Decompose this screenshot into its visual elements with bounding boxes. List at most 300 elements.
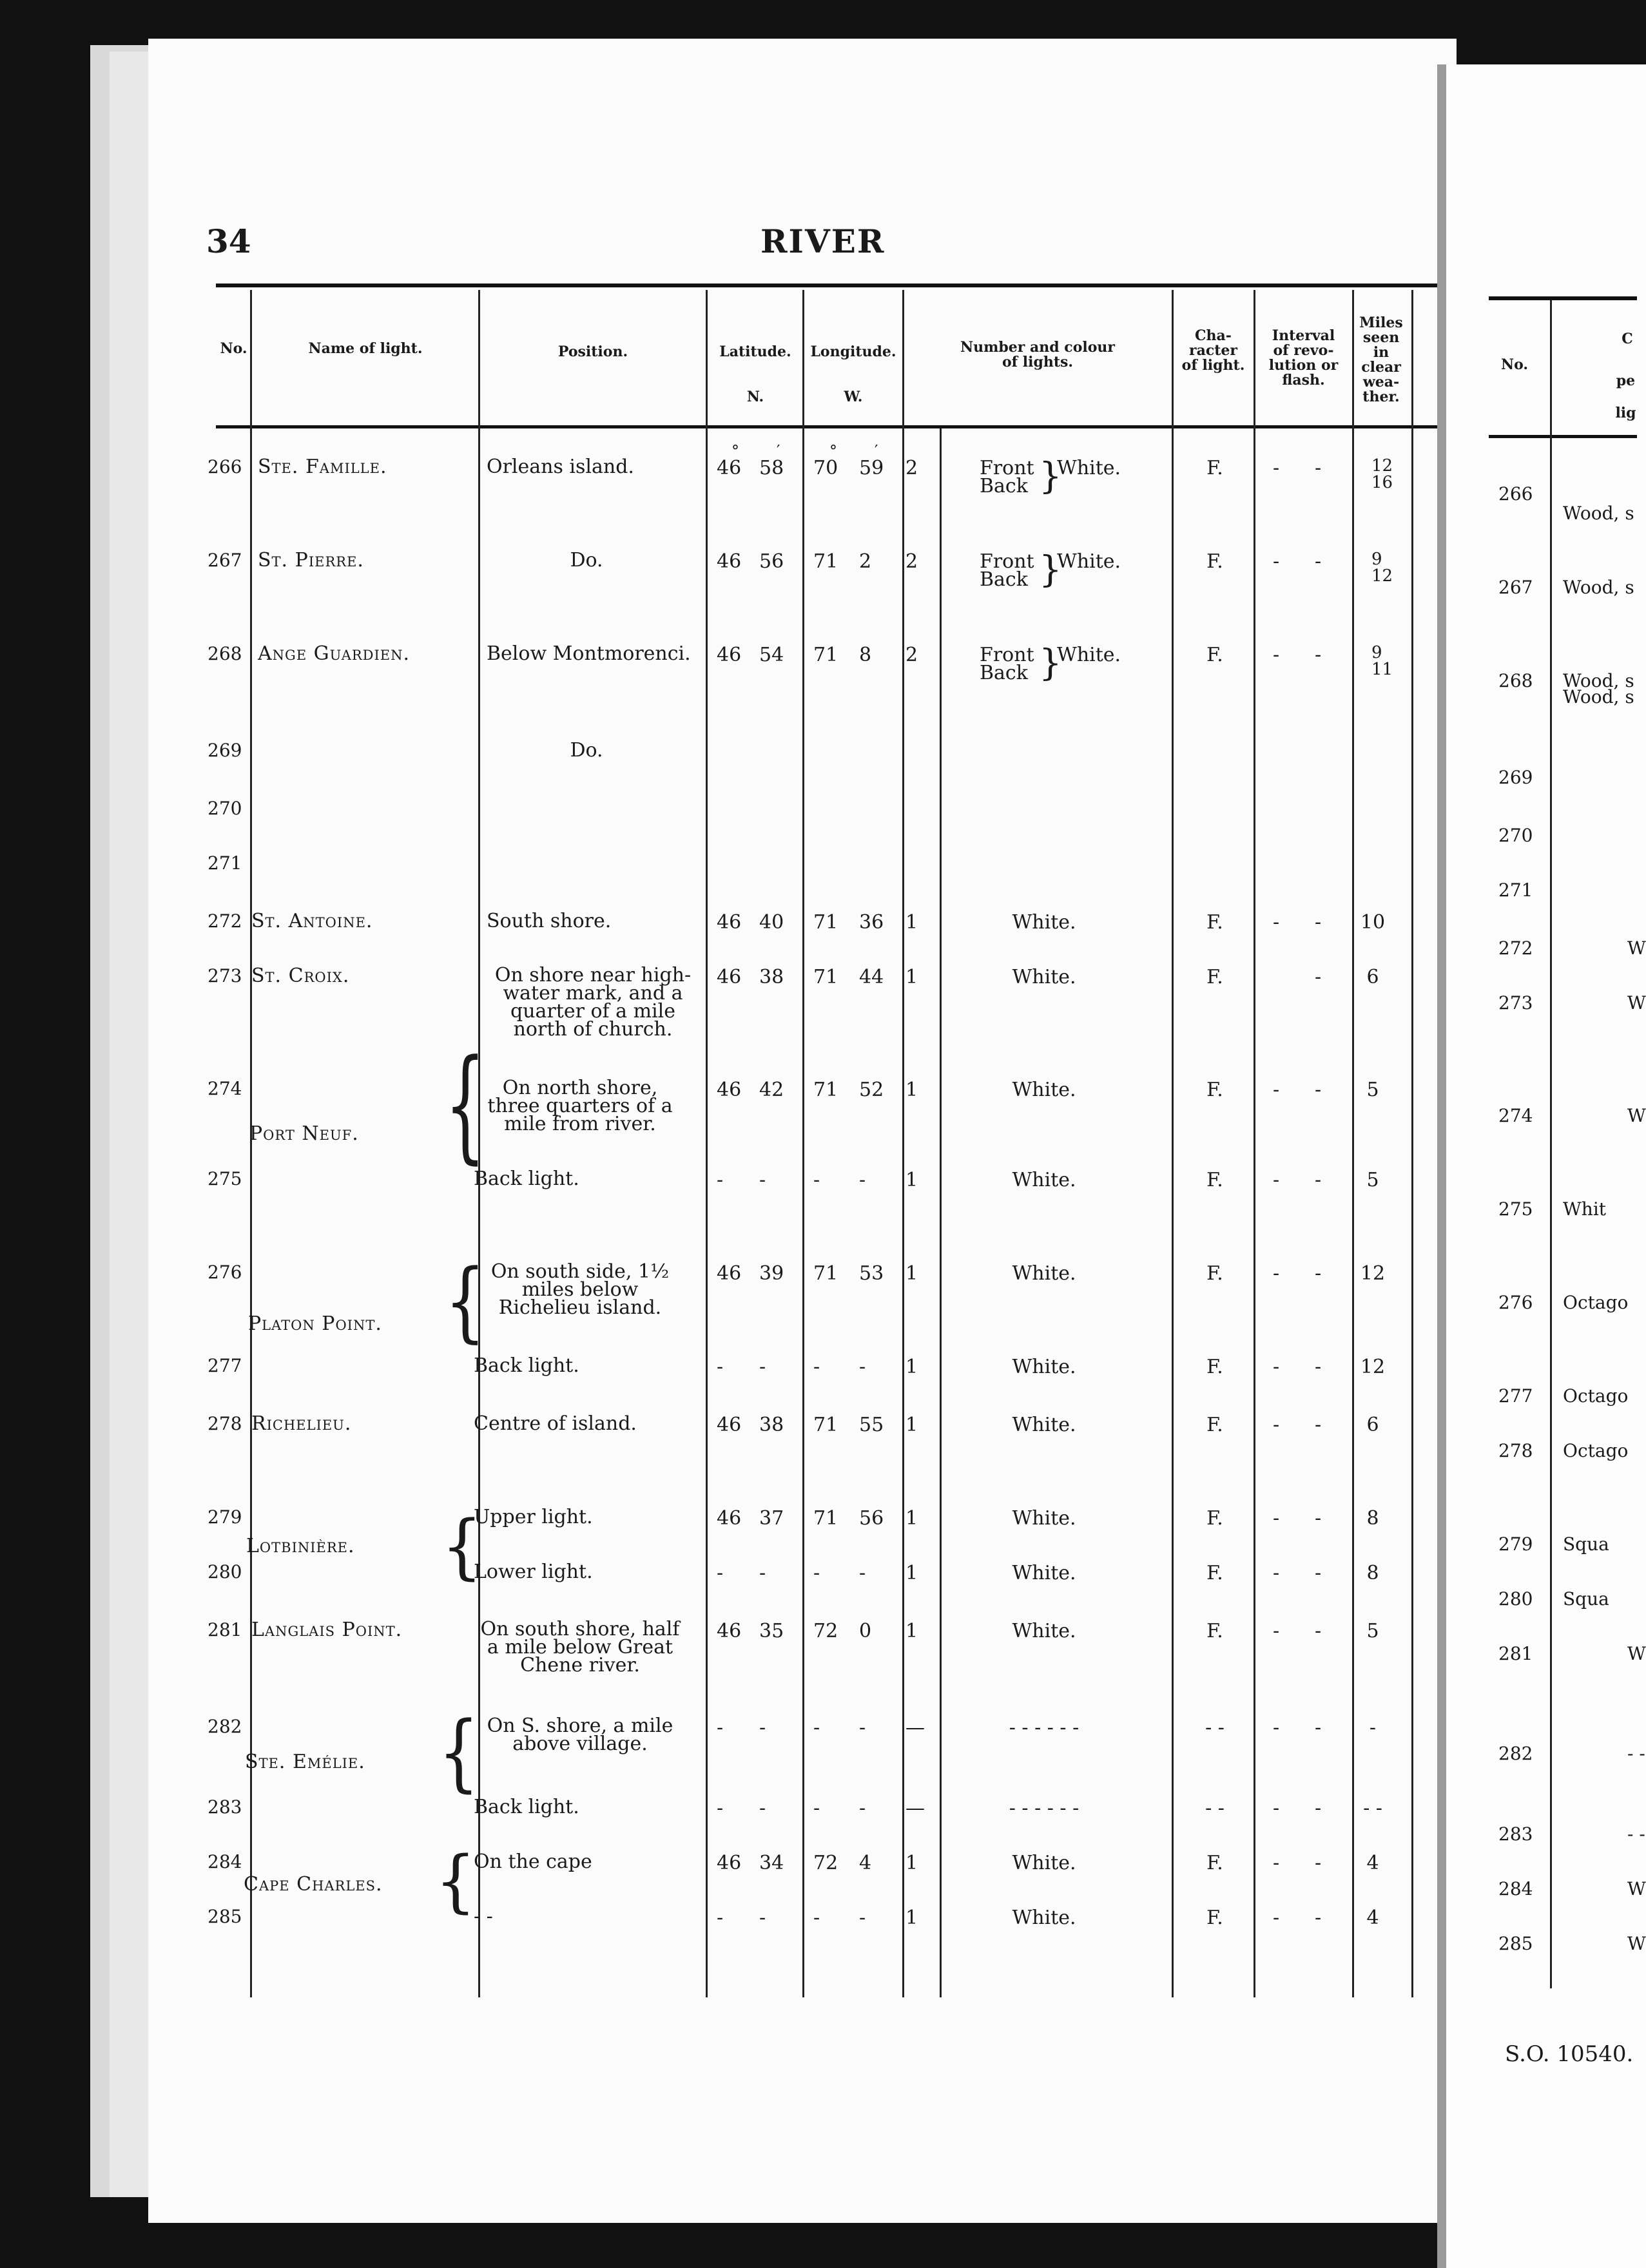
light-colour: White. — [1012, 1262, 1076, 1285]
front-back-brace: } — [1039, 549, 1062, 591]
front-label: Front — [980, 457, 1034, 479]
right-header-rule — [1489, 435, 1637, 438]
latitude-minutes: - — [759, 1562, 766, 1584]
longitude-degrees: 71 — [813, 644, 838, 666]
header-number-colour: Number and colour of lights. — [960, 339, 1115, 370]
group-name-lotbiniere: Lotbinière. — [246, 1535, 355, 1557]
interval-dash: - — [1273, 644, 1280, 666]
miles-seen: 5 — [1366, 1079, 1379, 1101]
right-row-text: - - — [1627, 1743, 1645, 1764]
back-label: Back — [980, 568, 1028, 591]
light-colour: - - - - - - — [1009, 1797, 1080, 1820]
light-colour: White. — [1057, 457, 1121, 479]
interval-dash: - — [1315, 1079, 1322, 1101]
interval-dash: - — [1315, 1562, 1322, 1584]
interval-dash: - — [1273, 911, 1280, 934]
interval-dash: - — [1315, 1716, 1322, 1739]
right-header-no: No. — [1500, 356, 1529, 373]
col-line-position — [706, 290, 708, 1997]
right-row-text: W — [1627, 1878, 1646, 1899]
latitude-minutes: 38 — [759, 966, 784, 988]
light-character: F. — [1206, 1507, 1223, 1530]
interval-dash: - — [1315, 1169, 1322, 1191]
light-count: 1 — [905, 1262, 918, 1285]
front-back-brace: } — [1039, 642, 1062, 684]
footer-code: S.O. 10540. — [1505, 2041, 1634, 2067]
interval-dash: - — [1315, 1620, 1322, 1642]
right-row-number: 278 — [1498, 1440, 1533, 1461]
position-text: On the cape — [474, 1850, 592, 1873]
position-text: Orleans island. — [487, 456, 634, 478]
header-interval: Interval of revo- lution or flash. — [1268, 327, 1339, 389]
longitude-minutes: 2 — [859, 550, 872, 573]
position-text: South shore. — [487, 910, 612, 932]
right-row-text: W — [1627, 1933, 1646, 1954]
light-count: 2 — [905, 457, 918, 479]
header-longitude: Longitude. — [810, 343, 896, 360]
right-row-number: 284 — [1498, 1878, 1533, 1899]
brace-ste-emelie: { — [438, 1703, 479, 1802]
latitude-minutes: - — [759, 1716, 766, 1739]
front-label: Front — [980, 644, 1034, 666]
longitude-degrees: 71 — [813, 911, 838, 934]
right-row-number: 270 — [1498, 825, 1533, 846]
latitude-minutes: 34 — [759, 1852, 784, 1874]
interval-dash: - — [1273, 1562, 1280, 1584]
row-number: 284 — [208, 1851, 242, 1872]
page-number: 34 — [206, 222, 251, 260]
light-count: — — [905, 1797, 925, 1820]
interval-dash: - — [1273, 1079, 1280, 1101]
row-number: 283 — [208, 1796, 242, 1818]
light-character: F. — [1206, 1356, 1223, 1378]
latitude-minutes: - — [759, 1907, 766, 1929]
brace-port-neuf: { — [445, 1032, 486, 1177]
latitude-degrees: 46 — [717, 1620, 742, 1642]
latitude-degrees: 46 — [717, 1852, 742, 1874]
interval-dash: - — [1315, 1356, 1322, 1378]
lat-degree-mark: ° — [731, 442, 739, 460]
header-bottom-rule — [216, 425, 1447, 428]
light-name: Langlais Point. — [251, 1619, 403, 1641]
light-colour: White. — [1012, 1507, 1076, 1530]
longitude-degrees: - — [813, 1356, 820, 1378]
group-name-ste-emelie: Ste. Emélie. — [245, 1751, 365, 1773]
position-text: On shore near high-water mark, and a quarter of a mile north of church. — [494, 964, 692, 1041]
light-count: 1 — [905, 1414, 918, 1436]
light-count: 1 — [905, 1169, 918, 1191]
header-character: Cha- racter of light. — [1181, 327, 1245, 374]
light-character: F. — [1206, 1079, 1223, 1101]
longitude-degrees: 71 — [813, 1079, 838, 1101]
row-number: 281 — [208, 1619, 242, 1640]
row-number: 269 — [208, 740, 242, 761]
col-line-longitude — [902, 290, 904, 1997]
longitude-degrees: - — [813, 1562, 820, 1584]
light-count: 1 — [905, 1562, 918, 1584]
light-character: F. — [1206, 911, 1223, 934]
right-row-number: 280 — [1498, 1588, 1533, 1610]
interval-dash: - — [1315, 1797, 1322, 1820]
light-count: 1 — [905, 911, 918, 934]
col-line-interval — [1352, 290, 1354, 1997]
right-row-number: 277 — [1498, 1385, 1533, 1407]
miles-seen: 12 — [1360, 1262, 1386, 1285]
right-row-number: 285 — [1498, 1933, 1533, 1954]
right-row-text: Octago — [1563, 1292, 1629, 1313]
light-count: 1 — [905, 1907, 918, 1929]
latitude-degrees: - — [717, 1562, 724, 1584]
longitude-minutes: 8 — [859, 644, 872, 666]
miles-seen-front: 9 — [1371, 643, 1382, 662]
interval-dash: - — [1315, 550, 1322, 573]
longitude-minutes: - — [859, 1797, 866, 1820]
longitude-minutes: 44 — [859, 966, 884, 988]
row-number: 282 — [208, 1716, 242, 1737]
longitude-minutes: 4 — [859, 1852, 872, 1874]
right-header-c: C — [1622, 331, 1633, 347]
interval-dash: - — [1315, 1262, 1322, 1285]
right-page — [1437, 64, 1646, 2268]
top-rule — [216, 284, 1447, 287]
light-character: F. — [1206, 1620, 1223, 1642]
miles-seen-back: 12 — [1371, 566, 1393, 586]
right-header-lig: lig — [1615, 405, 1636, 421]
miles-seen: 6 — [1366, 1414, 1379, 1436]
interval-dash: - — [1273, 1716, 1280, 1739]
position-text: Do. — [570, 739, 603, 762]
light-count: 2 — [905, 644, 918, 666]
front-label: Front — [980, 550, 1034, 573]
longitude-minutes: - — [859, 1169, 866, 1191]
light-count: 1 — [905, 966, 918, 988]
light-colour: White. — [1012, 1079, 1076, 1101]
light-colour: White. — [1057, 550, 1121, 573]
latitude-minutes: - — [759, 1169, 766, 1191]
latitude-degrees: 46 — [717, 1079, 742, 1101]
col-line-latitude — [802, 290, 804, 1997]
light-character: F. — [1206, 1414, 1223, 1436]
header-miles: Miles seen in clear wea- ther. — [1359, 314, 1403, 405]
right-header-pe: pe — [1616, 372, 1636, 389]
longitude-degrees: 70 — [813, 457, 838, 479]
longitude-minutes: - — [859, 1356, 866, 1378]
right-row-number: 272 — [1498, 937, 1533, 959]
miles-seen: 10 — [1360, 911, 1386, 934]
interval-dash: - — [1273, 1169, 1280, 1191]
miles-seen: 6 — [1366, 966, 1379, 988]
col-line-character — [1254, 290, 1255, 1997]
light-name: St. Croix. — [251, 965, 350, 987]
right-top-rule — [1489, 296, 1637, 300]
header-latitude: Latitude. — [719, 343, 791, 360]
light-count: 1 — [905, 1507, 918, 1530]
position-text: Below Montmorenci. — [487, 642, 691, 665]
interval-dash: - — [1315, 966, 1322, 988]
group-name-cape-charles: Cape Charles. — [244, 1873, 383, 1896]
miles-seen: 4 — [1366, 1907, 1379, 1929]
longitude-degrees: - — [813, 1797, 820, 1820]
row-number: 278 — [208, 1413, 242, 1434]
longitude-minutes: - — [859, 1562, 866, 1584]
group-name-platon-point: Platon Point. — [248, 1312, 382, 1335]
light-count: 1 — [905, 1356, 918, 1378]
latitude-minutes: 54 — [759, 644, 784, 666]
miles-seen: 5 — [1366, 1169, 1379, 1191]
miles-seen: 4 — [1366, 1852, 1379, 1874]
interval-dash: - — [1315, 911, 1322, 934]
interval-dash: - — [1273, 1620, 1280, 1642]
light-character: - - — [1205, 1716, 1225, 1739]
light-colour: White. — [1012, 1907, 1076, 1929]
group-name-port-neuf: Port Neuf. — [249, 1122, 359, 1145]
right-row-text: Octago — [1563, 1440, 1629, 1461]
light-count: 2 — [905, 550, 918, 573]
right-row-text: W — [1627, 1105, 1646, 1126]
right-row-number: 276 — [1498, 1292, 1533, 1313]
light-count: — — [905, 1716, 925, 1739]
light-colour: - - - - - - — [1009, 1716, 1080, 1739]
position-text: On north shore, three quarters of a mile from river. — [487, 1077, 673, 1135]
interval-dash: - — [1315, 1852, 1322, 1874]
longitude-minutes: 55 — [859, 1414, 884, 1436]
miles-seen: 12 — [1360, 1356, 1386, 1378]
row-number: 266 — [208, 456, 242, 477]
light-character: - - — [1205, 1797, 1225, 1820]
interval-dash: - — [1273, 550, 1280, 573]
right-row-text: W — [1627, 992, 1646, 1014]
interval-dash: - — [1315, 1507, 1322, 1530]
position-text: On south shore, half a mile below Great Chene river. — [480, 1618, 680, 1677]
position-text: Back light. — [474, 1354, 579, 1377]
row-number: 267 — [208, 550, 242, 571]
light-colour: White. — [1012, 1562, 1076, 1584]
latitude-degrees: 46 — [717, 1414, 742, 1436]
miles-seen: 8 — [1366, 1562, 1379, 1584]
light-character: F. — [1206, 966, 1223, 988]
right-row-text: Octago — [1563, 1385, 1629, 1407]
latitude-minutes: 58 — [759, 457, 784, 479]
right-row-text: W — [1627, 937, 1646, 959]
right-row-number: 269 — [1498, 767, 1533, 788]
interval-dash: - — [1273, 457, 1280, 479]
interval-dash: - — [1273, 1414, 1280, 1436]
longitude-degrees: - — [813, 1907, 820, 1929]
light-character: F. — [1206, 1169, 1223, 1191]
light-character: F. — [1206, 644, 1223, 666]
brace-cape-charles: { — [435, 1841, 476, 1921]
row-number: 271 — [208, 852, 242, 874]
light-count: 1 — [905, 1620, 918, 1642]
col-line-number — [940, 428, 942, 1997]
longitude-minutes: 56 — [859, 1507, 884, 1530]
right-row-text: Wood, s — [1563, 503, 1634, 524]
col-line-miles — [1411, 290, 1413, 1997]
row-number: 274 — [208, 1078, 242, 1099]
header-no: No. — [220, 340, 247, 357]
miles-seen-back: 16 — [1371, 473, 1393, 492]
light-character: F. — [1206, 1562, 1223, 1584]
light-colour: White. — [1012, 1356, 1076, 1378]
light-character: F. — [1206, 457, 1223, 479]
latitude-degrees: 46 — [717, 1262, 742, 1285]
interval-dash: - — [1273, 1852, 1280, 1874]
latitude-minutes: 39 — [759, 1262, 784, 1285]
longitude-degrees: 71 — [813, 1414, 838, 1436]
longitude-minutes: 53 — [859, 1262, 884, 1285]
latitude-degrees: 46 — [717, 966, 742, 988]
interval-dash: - — [1273, 1262, 1280, 1285]
right-row-number: 279 — [1498, 1533, 1533, 1555]
light-colour: White. — [1012, 1414, 1076, 1436]
header-lat-dir: N. — [746, 389, 764, 405]
light-name: St. Pierre. — [258, 549, 364, 572]
longitude-degrees: - — [813, 1169, 820, 1191]
right-row-number: 275 — [1498, 1198, 1533, 1220]
miles-seen: - — [1369, 1716, 1377, 1739]
light-colour: White. — [1012, 1852, 1076, 1874]
longitude-degrees: 72 — [813, 1852, 838, 1874]
light-name: St. Antoine. — [251, 910, 373, 932]
latitude-degrees: - — [717, 1356, 724, 1378]
right-row-number: 271 — [1498, 879, 1533, 901]
right-row-text: W — [1627, 1643, 1646, 1664]
interval-dash: - — [1273, 1797, 1280, 1820]
interval-dash: - — [1315, 457, 1322, 479]
back-label: Back — [980, 475, 1028, 497]
light-colour: White. — [1012, 911, 1076, 934]
row-number: 273 — [208, 965, 242, 986]
latitude-minutes: 35 — [759, 1620, 784, 1642]
light-character: F. — [1206, 1852, 1223, 1874]
row-number: 277 — [208, 1355, 242, 1376]
longitude-minutes: - — [859, 1907, 866, 1929]
position-text: Upper light. — [474, 1506, 593, 1528]
longitude-minutes: 36 — [859, 911, 884, 934]
longitude-degrees: 72 — [813, 1620, 838, 1642]
right-row-text: Wood, s — [1563, 686, 1634, 707]
right-row-text: - - — [1627, 1823, 1645, 1845]
light-count: 1 — [905, 1852, 918, 1874]
right-row-number: 274 — [1498, 1105, 1533, 1126]
row-number: 280 — [208, 1561, 242, 1582]
right-row-number: 273 — [1498, 992, 1533, 1014]
header-lon-dir: W. — [844, 389, 863, 405]
longitude-minutes: - — [859, 1716, 866, 1739]
light-character: F. — [1206, 550, 1223, 573]
page-title: RIVER — [760, 222, 886, 260]
position-text: Back light. — [474, 1796, 579, 1818]
col-line-colour — [1172, 290, 1174, 1997]
right-row-number: 282 — [1498, 1743, 1533, 1764]
latitude-minutes: 38 — [759, 1414, 784, 1436]
latitude-minutes: 37 — [759, 1507, 784, 1530]
longitude-minutes: 59 — [859, 457, 884, 479]
light-character: F. — [1206, 1907, 1223, 1929]
miles-seen: 5 — [1366, 1620, 1379, 1642]
latitude-minutes: - — [759, 1797, 766, 1820]
light-colour: White. — [1012, 1169, 1076, 1191]
interval-dash: - — [1315, 1907, 1322, 1929]
miles-seen: 8 — [1366, 1507, 1379, 1530]
light-colour: White. — [1057, 644, 1121, 666]
right-row-text: Wood, s — [1563, 670, 1634, 691]
light-colour: White. — [1012, 966, 1076, 988]
interval-dash: - — [1273, 1907, 1280, 1929]
latitude-minutes: 42 — [759, 1079, 784, 1101]
right-col-line — [1550, 300, 1552, 1988]
longitude-degrees: 71 — [813, 1262, 838, 1285]
interval-dash: - — [1315, 1414, 1322, 1436]
row-number: 275 — [208, 1168, 242, 1189]
position-text: Lower light. — [474, 1561, 593, 1583]
header-position: Position. — [557, 343, 628, 360]
right-row-text: Whit — [1563, 1198, 1607, 1220]
latitude-degrees: 46 — [717, 1507, 742, 1530]
position-text: Do. — [570, 549, 603, 572]
longitude-minutes: 52 — [859, 1079, 884, 1101]
light-count: 1 — [905, 1079, 918, 1101]
front-back-brace: } — [1039, 456, 1062, 497]
right-row-number: 268 — [1498, 670, 1533, 691]
back-label: Back — [980, 662, 1028, 684]
latitude-minutes: 56 — [759, 550, 784, 573]
row-number: 272 — [208, 910, 242, 932]
latitude-degrees: 46 — [717, 457, 742, 479]
interval-dash: - — [1273, 1507, 1280, 1530]
right-row-text: Wood, s — [1563, 577, 1634, 598]
row-number: 285 — [208, 1906, 242, 1927]
right-row-text: Squa — [1563, 1588, 1609, 1610]
brace-lotbiniere: { — [441, 1504, 483, 1588]
miles-seen-front: 12 — [1371, 456, 1393, 476]
position-text: Back light. — [474, 1168, 579, 1190]
row-number: 276 — [208, 1262, 242, 1283]
latitude-minutes: - — [759, 1356, 766, 1378]
latitude-degrees: - — [717, 1797, 724, 1820]
position-text: On south side, 1½ miles below Richelieu island. — [490, 1260, 670, 1319]
right-row-number: 283 — [1498, 1823, 1533, 1845]
light-colour: White. — [1012, 1620, 1076, 1642]
right-row-number: 281 — [1498, 1643, 1533, 1664]
position-text: On S. shore, a mile above village. — [487, 1715, 673, 1755]
miles-seen: - - — [1363, 1797, 1382, 1820]
latitude-degrees: - — [717, 1716, 724, 1739]
lon-minute-mark: ′ — [875, 442, 878, 460]
latitude-degrees: 46 — [717, 644, 742, 666]
position-text: Centre of island. — [474, 1412, 637, 1435]
miles-seen-back: 11 — [1371, 660, 1393, 679]
header-name: Name of light. — [308, 340, 423, 357]
lon-degree-mark: ° — [829, 442, 837, 460]
right-row-number: 267 — [1498, 577, 1533, 598]
latitude-degrees: 46 — [717, 550, 742, 573]
interval-dash: - — [1315, 644, 1322, 666]
light-name: Ste. Famille. — [258, 456, 387, 478]
light-character: F. — [1206, 1262, 1223, 1285]
position-text: - - — [474, 1905, 493, 1928]
longitude-degrees: 71 — [813, 1507, 838, 1530]
latitude-degrees: - — [717, 1907, 724, 1929]
longitude-degrees: 71 — [813, 550, 838, 573]
right-row-text: Squa — [1563, 1533, 1609, 1555]
light-name: Ange Guardien. — [258, 642, 411, 665]
interval-dash: - — [1273, 1356, 1280, 1378]
longitude-minutes: 0 — [859, 1620, 872, 1642]
light-name: Richelieu. — [251, 1412, 352, 1435]
row-number: 279 — [208, 1506, 242, 1528]
right-row-number: 266 — [1498, 483, 1533, 505]
